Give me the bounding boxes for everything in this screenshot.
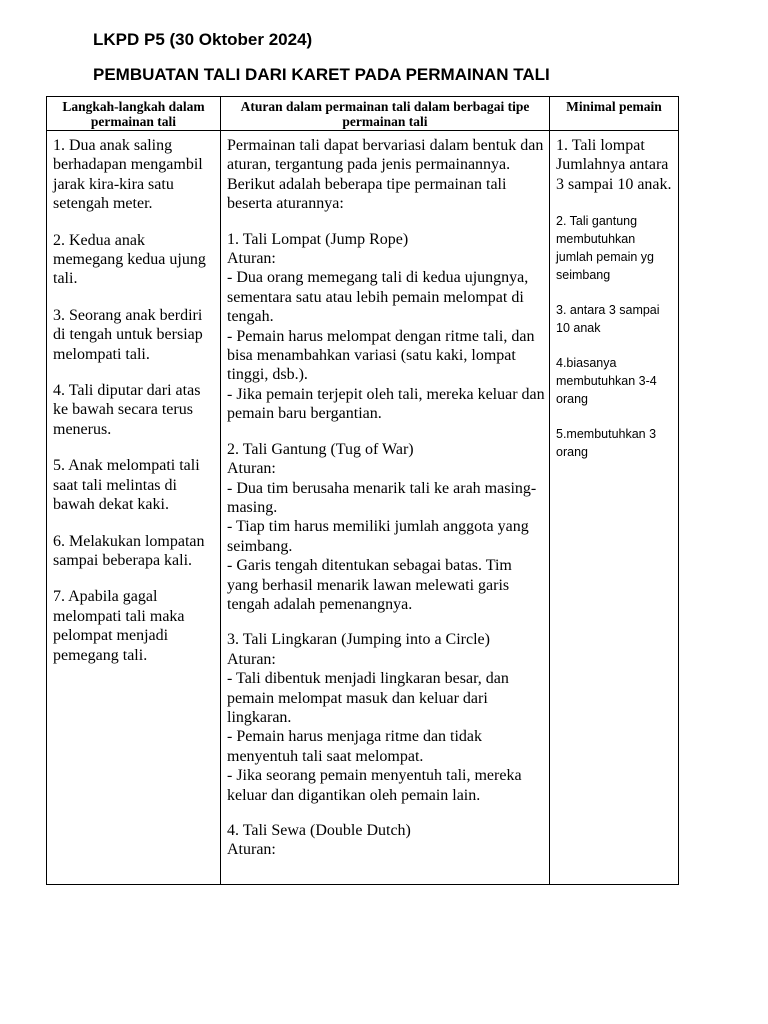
rule-item: - Tali dibentuk menjadi lingkaran besar, dan pemain melompat masuk dan keluar dari lingkaran. xyxy=(227,670,509,726)
rule-section-label: Aturan: xyxy=(227,250,276,268)
min-players-item: 1. Tali lompat Jumlahnya antara 3 sampai 10 anak. xyxy=(556,137,672,193)
min-players-item: 2. Tali gantung membutuhkan jumlah pemain yg seimbang xyxy=(556,214,654,283)
rule-section-label: Aturan: xyxy=(227,460,276,478)
rule-section-label: Aturan: xyxy=(227,650,276,668)
step-item: 6. Melakukan lompatan sampai beberapa kali. xyxy=(53,532,205,569)
rule-item: - Jika seorang pemain menyentuh tali, mereka keluar dan digantikan oleh pemain lain. xyxy=(227,767,522,804)
table-row xyxy=(47,131,679,885)
document-subtitle: PEMBUATAN TALI DARI KARET PADA PERMAINAN TALI xyxy=(93,65,550,84)
rule-item: - Pemain harus melompat dengan ritme tali, dan bisa menambahkan variasi (satu kaki, lompat tinggi, dsb.). xyxy=(227,327,535,384)
min-players-item: 4.biasanya membutuhkan 3-4 orang xyxy=(556,356,657,407)
min-players-cell xyxy=(550,131,679,885)
rule-section-label: Aturan: xyxy=(227,841,276,859)
step-item: 1. Dua anak saling berhadapan mengambil jarak kira-kira satu setengah meter. xyxy=(53,137,203,213)
rule-item: - Dua orang memegang tali di kedua ujungnya, sementara satu atau lebih pemain melompat di tengah. xyxy=(227,269,529,326)
rule-section-heading: 4. Tali Sewa (Double Dutch) xyxy=(227,822,411,839)
step-item: 3. Seorang anak berdiri di tengah untuk bersiap melompati tali. xyxy=(53,306,203,363)
rules-intro: Permainan tali dapat bervariasi dalam bentuk dan aturan, tergantung pada jenis permainannya. Berikut adalah beberapa tipe permainan tali beserta aturannya: xyxy=(227,137,544,213)
rule-item: - Tiap tim harus memiliki jumlah anggota yang seimbang. xyxy=(227,518,529,555)
header-steps: Langkah-langkah dalam permainan tali xyxy=(47,97,221,131)
step-item: 7. Apabila gagal melompati tali maka pelompat menjadi pemegang tali. xyxy=(53,588,185,664)
header-rules: Aturan dalam permainan tali dalam berbagai tipe permainan tali xyxy=(221,97,550,131)
player-rules-table xyxy=(46,96,679,885)
step-item: 4. Tali diputar dari atas ke bawah secara terus menerus. xyxy=(53,382,201,438)
min-players-item: 5.membutuhkan 3 orang xyxy=(556,427,657,460)
steps-cell xyxy=(47,131,221,885)
table-header-row xyxy=(47,97,679,131)
rules-cell xyxy=(221,131,550,885)
rule-item: - Dua tim berusaha menarik tali ke arah masing-masing. xyxy=(227,479,537,516)
step-item: 5. Anak melompati tali saat tali melintas di bawah dekat kaki. xyxy=(53,457,200,514)
rule-section-heading: 1. Tali Lompat (Jump Rope) xyxy=(227,230,409,248)
step-item: 2. Kedua anak memegang kedua ujung tali. xyxy=(53,231,206,288)
rule-item: - Jika pemain terjepit oleh tali, mereka keluar dan pemain baru bergantian. xyxy=(227,385,545,423)
header-min-players: Minimal pemain xyxy=(550,97,679,131)
rule-item: - Garis tengah ditentukan sebagai batas. Tim yang berhasil menarik lawan melewati garis tengah adalah pemenangnya. xyxy=(227,557,512,613)
document-title: LKPD P5 (30 Oktober 2024) xyxy=(93,30,313,49)
rule-section-heading: 2. Tali Gantung (Tug of War) xyxy=(227,440,414,458)
min-players-item: 3. antara 3 sampai 10 anak xyxy=(556,303,660,336)
rule-item: - Pemain harus menjaga ritme dan tidak menyentuh tali saat melompat. xyxy=(227,728,483,765)
rule-section-heading: 3. Tali Lingkaran (Jumping into a Circle) xyxy=(227,631,490,649)
